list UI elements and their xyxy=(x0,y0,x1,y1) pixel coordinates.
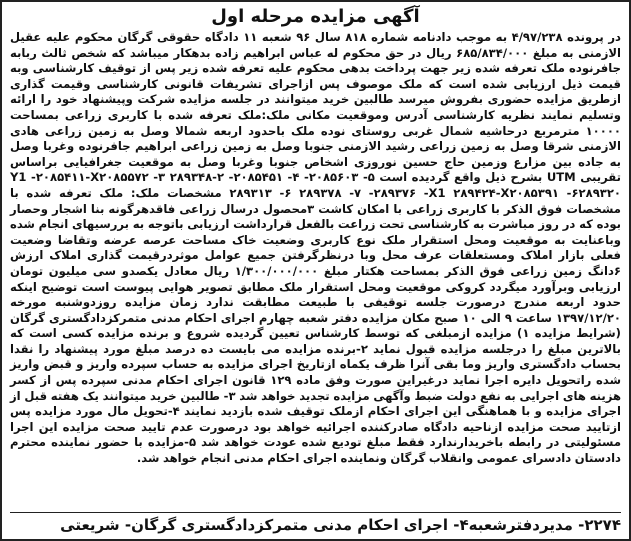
notice-title: آگهی مزایده مرحله اول xyxy=(211,6,420,27)
notice-signature: ۲۲۷۴- مدیردفترشعبه۴- اجرای احکام مدنی متمرکزدادگستری گرگان- شریعتی xyxy=(10,512,621,535)
notice-body: در پرونده ۴/۹۷/۲۳۸ به موجب دادنامه شماره ۸۱۸ سال ۹۶ شعبه ۱۱ دادگاه حقوقی گرگان محکوم علیه عقیل الازمنی به مبلغ ۶۸۵/۸۳۴/۰۰۰ ریال در حق محکوم له عباس ابراهیم زاده بدهکار میباشد که شخص ثالث ربابه جافرنوده ملک تعرفه شده زیر جهت پرداخت بدهی محکوم علیه تعرفه شده زیر پس از توقیف کارشناسی وبه قیمت ذیل ارزیابی شده است که ملک موصوف پس ازاجرای تشریفات قانونی کارشناسی وقیمت گذاری ازطریق مزایده حضوری بفروش میرسد طالبین خرید میتوانند در جلسه مزایده شرکت وپیشنهاد خود را ارائه وتسلیم نمایند نظریه کارشناسی آدرس وموقعیت مکانی ملک:ملک تعرفه شده با کاربری زراعی بمساحت ۱۰۰۰۰ مترمربع درحاشیه شمال غربی روستای نوده ملک باحدود اربعه شمالا وصل به زمین زراعی هادی الازمنی شرقا وصل به زمین زراعی رشید الازمنی جنوبا وصل به زمین زراعی ابراهیم جافرنوده وغربا وصل به جاده بین مزارع وزمین حاج حسین نوروزی اشخاص جنوبا وغربا وصل به موقعیت جغرافیایی براساس تقریبی UTM بشرح ذیل واقع گردیده است Y1 -۲۰۸۵۴۱۱-X۲۰۸۵۵۷۲ -۳ ۲۸۹۳۴۸-۲ -۲۰۸۵۴۵۱ -۴ -۲۰۸۵۶۰۳ -۵ ۲۸۹۳۱۳ -۶ ۲۸۹۳۷۸ -۷ -۲۸۹۳۷۶ -X1 ۲۸۹۴۲۴-X۲۰۸۵۳۹۱ -۶۲۸۹۳۲۰ مشخصات ملک: ملک تعرفه شده با مشخصات فوق الذکر با کاربری زراعی با امکان کاشت ۳محصول درسال زراعی فاقدهرگونه بنا اشجار وحصار بوده که در روز مباشرت به کارشناسی تحت زراعت بالفعل قرارداشت ارزیابی باتوجه به بررسیهای انجام شده وباعنایت به موقعیت ومحل استقرار ملک نوع کاربری وضعیت خاک مساحت عرصه عرضه وتقاضا وضعیت فعلی بازار املاک ومستعلقات عرف محل وبا درنظرگرفتن جمیع عوامل موثردرقیمت گذاری املاک ارزش ۶دانگ زمین زراعی فوق الذکر بمساحت هکتار مبلغ ۱/۳۰۰/۰۰۰/۰۰۰ ریال معادل یکصدو سی میلیون تومان ارزیابی وبرآورد میگردد کروکی موقعیت ومحل استقرار ملک مطابق تصویر هوایی پیوست است توضیح اینکه حدود اربعه مندرج درصورت جلسه توقیفی با طبیعت مطابقت ندارد زمان مزایده روزدوشنبه مورخه ۱۳۹۷/۱۲/۲۰ ساعت ۹ الی ۱۰ صبح مکان مزایده دفتر شعبه چهارم اجرای احکام مدنی متمرکزدادگستری گرگان (شرایط مزایده ۱) مزایده ازمبلغی که توسط کارشناس تعیین گردیده شروع و برنده مزایده کسی است که بالاترین مبلغ را درجلسه مزایده قبول نماید ۲-برنده مزایده می بایست ده درصد مبلغ مورد پیشنهاد را نقدا بحساب دادگستری واریز وما بقی آنرا ظرف یکماه ازتاریخ اجرای مزایده به حساب سپرده واریز و قبض واریز شده راتحویل دایره اجرا نماید درغیراین صورت وفق ماده ۱۲۹ قانون اجرای احکام مدنی سپرده پس از کسر هزینه های اجرایی به نفع دولت ضبط وآگهی مزایده تجدید خواهد شد ۳- طالبین خرید میتوانند یک هفته قبل از اجرای مزایده و با هماهنگی این اجرای احکام ازملک توقیف شده بازدید نمایند ۴-تحویل مال مورد مزایده پس ازتایید صحت مزایده ازناحیه دادگاه صادرکننده اجرائیه خواهد بود درصورت عدم تایید صحت مزایده این اجرا مسئولیتی در رابطه باخریدارندارد فقط مبلغ تودیع شده عودت خواهد شد ۵-مزایده با حضور نماینده محترم دادستان دادسرای عمومی وانقلاب گرگان ونماینده اجرای احکام مدنی انجام خواهد شد. xyxy=(10,30,622,466)
